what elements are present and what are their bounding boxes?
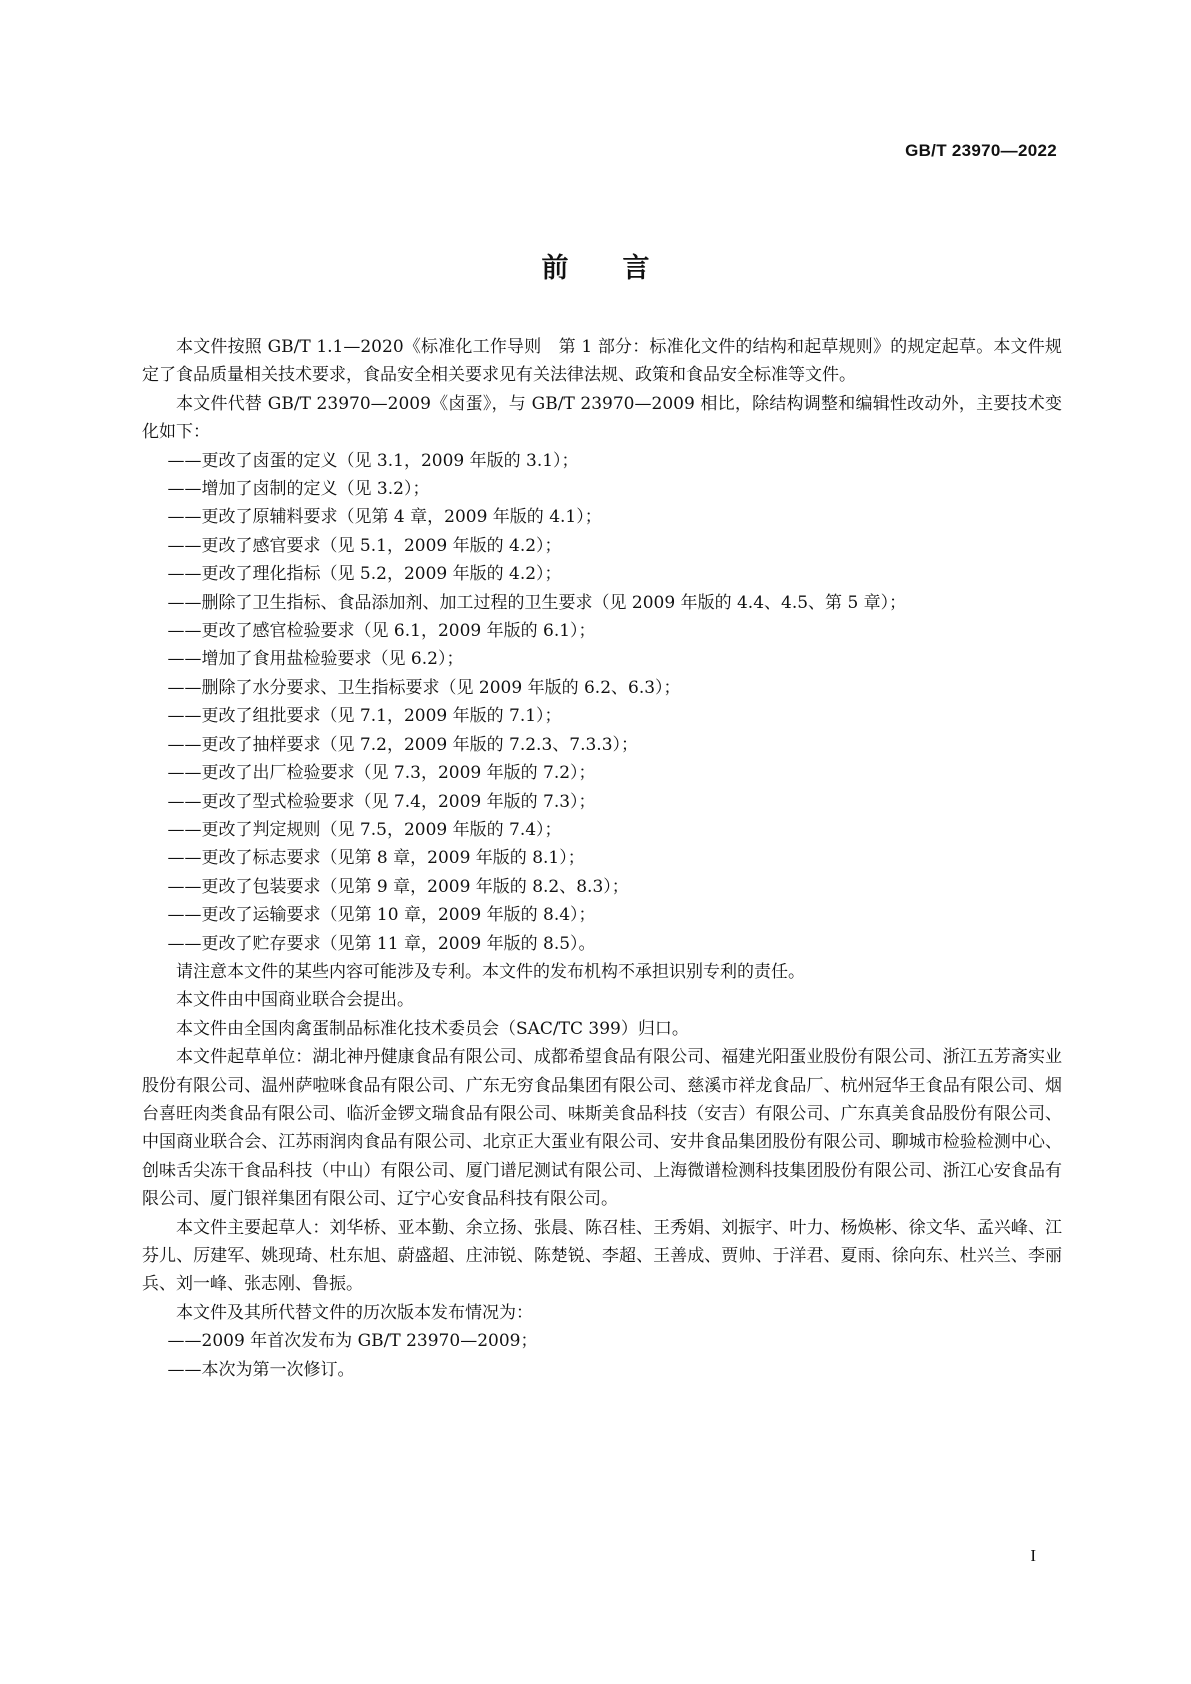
paragraph-patent-notice: 请注意本文件的某些内容可能涉及专利。本文件的发布机构不承担识别专利的责任。 (176, 961, 805, 982)
paragraph-drafting-units: 本文件起草单位：湖北神丹健康食品有限公司、成都希望食品有限公司、福建光阳蛋业股份有限公司、浙江五芳斋实业股份有限公司、温州萨啦咪食品有限公司、广东无穷食品集团有限公司、慈溪市祥龙食品厂、杭州冠华王食品有限公司、烟台喜旺肉类食品有限公司、临沂金锣文瑞食品有限公司、味斯美食品科技（安吉）有限公司、广东真美食品股份有限公司、中国商业联合会、江苏雨润肉食品有限公司、北京正大蛋业有限公司、安井食品集团股份有限公司、聊城市检验检测中心、创味舌尖冻干食品科技（中山）有限公司、厦门谱尼测试有限公司、上海微谱检测科技集团股份有限公司、浙江心安食品有限公司、厦门银祥集团有限公司、辽宁心安食品科技有限公司。 (142, 1047, 1062, 1210)
list-item: ——更改了卤蛋的定义（见 3.1，2009 年版的 3.1）； (167, 450, 579, 471)
list-item: ——更改了组批要求（见 7.1，2009 年版的 7.1）； (167, 706, 562, 727)
list-item: ——更改了标志要求（见第 8 章，2009 年版的 8.1）； (167, 848, 585, 869)
history-item: ——本次为第一次修订。 (167, 1359, 355, 1380)
page-number: I (1030, 1546, 1036, 1565)
list-item: ——更改了包装要求（见第 9 章，2009 年版的 8.2、8.3）； (167, 876, 629, 897)
foreword-body (142, 333, 1062, 1384)
list-item: ——增加了卤制的定义（见 3.2）； (167, 479, 430, 500)
list-item: ——更改了感官要求（见 5.1，2009 年版的 4.2）； (167, 535, 562, 556)
list-item: ——更改了运输要求（见第 10 章，2009 年版的 8.4）； (167, 905, 596, 926)
list-item: ——增加了食用盐检验要求（见 6.2）； (167, 649, 464, 670)
history-item: ——2009 年首次发布为 GB/T 23970—2009； (167, 1331, 538, 1352)
list-item: ——更改了出厂检验要求（见 7.3，2009 年版的 7.2）； (167, 763, 596, 784)
list-item: ——更改了原辅料要求（见第 4 章，2009 年版的 4.1）； (167, 507, 602, 528)
paragraph-history-intro: 本文件及其所代替文件的历次版本发布情况为： (176, 1302, 533, 1323)
list-item: ——更改了判定规则（见 7.5，2009 年版的 7.4）； (167, 819, 562, 840)
paragraph-drafting-rules: 本文件按照 GB/T 1.1—2020《标准化工作导则 第 1 部分：标准化文件的结构和起草规则》的规定起草。本文件规定了食品质量相关技术要求，食品安全相关要求见有关法律法规、政策和食品安全标准等文件。 (142, 337, 1062, 386)
paragraph-proposed-by: 本文件由中国商业联合会提出。 (176, 990, 414, 1011)
list-item: ——删除了卫生指标、食品添加剂、加工过程的卫生要求（见 2009 年版的 4.4、4.5、第 5 章）； (167, 592, 907, 613)
list-item: ——删除了水分要求、卫生指标要求（见 2009 年版的 6.2、6.3）； (167, 677, 681, 698)
paragraph-drafters: 本文件主要起草人：刘华桥、亚本勤、余立扬、张晨、陈召桂、王秀娟、刘振宇、叶力、杨焕彬、徐文华、孟兴峰、江芬儿、厉建军、姚现琦、杜东旭、蔚盛超、庄沛锐、陈楚锐、李超、王善成、贾帅、于洋君、夏雨、徐向东、杜兴兰、李丽兵、刘一峰、张志刚、鲁振。 (142, 1217, 1062, 1295)
list-item: ——更改了型式检验要求（见 7.4，2009 年版的 7.3）； (167, 791, 596, 812)
list-item: ——更改了贮存要求（见第 11 章，2009 年版的 8.5）。 (167, 933, 596, 954)
page-title: 前言 (541, 253, 704, 284)
paragraph-centralized-by: 本文件由全国肉禽蛋制品标准化技术委员会（SAC/TC 399）归口。 (176, 1018, 689, 1039)
list-item: ——更改了抽样要求（见 7.2，2009 年版的 7.2.3、7.3.3）； (167, 734, 639, 755)
list-item: ——更改了理化指标（见 5.2，2009 年版的 4.2）； (167, 564, 562, 585)
list-item: ——更改了感官检验要求（见 6.1，2009 年版的 6.1）； (167, 621, 596, 642)
paragraph-replacement: 本文件代替 GB/T 23970—2009《卤蛋》，与 GB/T 23970—2009 相比，除结构调整和编辑性改动外，主要技术变化如下： (142, 393, 1062, 443)
standard-number: GB/T 23970—2022 (905, 141, 1057, 160)
